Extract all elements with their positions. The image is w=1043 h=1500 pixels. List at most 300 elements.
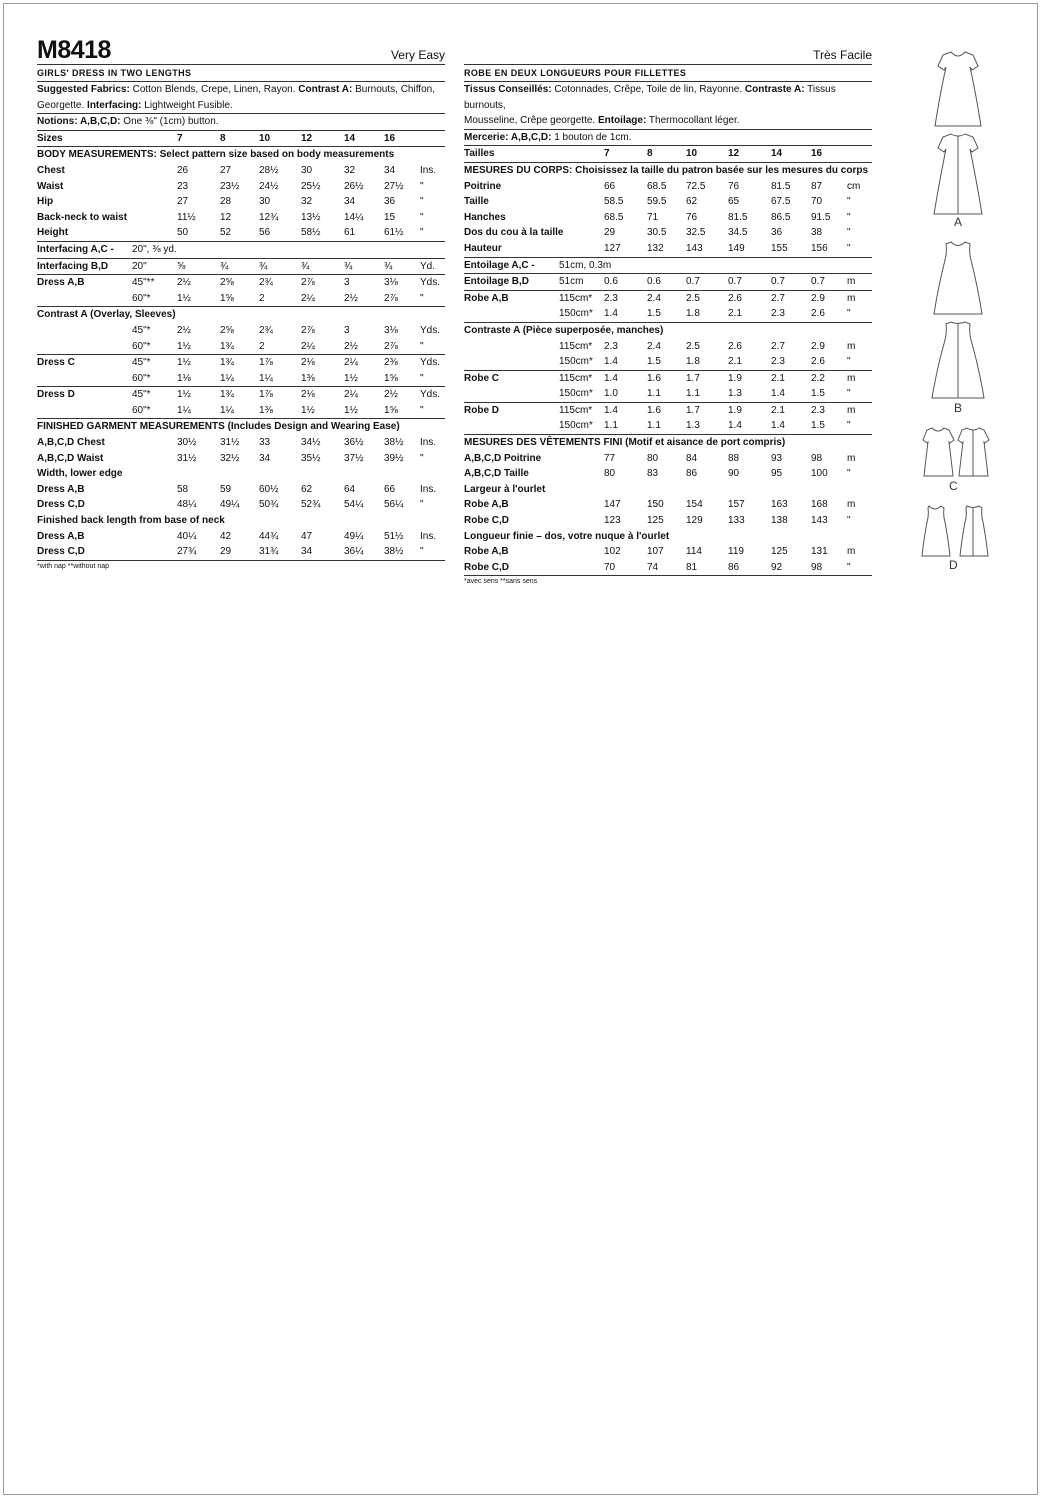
cell-value: 1½ [177, 340, 191, 352]
cell-value: 70 [604, 561, 616, 573]
cell-value: 98 [811, 561, 823, 573]
cell-value: 2½ [344, 292, 358, 304]
cell-value: 2⅞ [384, 340, 398, 352]
cell-value: 86.5 [771, 211, 791, 223]
cell-value: 2.9 [811, 292, 825, 304]
cell-value: 33 [259, 437, 271, 449]
cell-value: 36½ [344, 437, 364, 449]
cell-value: 90 [728, 468, 740, 480]
cell-value: ¾ [220, 260, 229, 272]
cell-value: 1.6 [647, 404, 661, 416]
unit-label: Yds. [420, 324, 441, 336]
row-label: Robe A,B [464, 292, 509, 304]
cell-value: 125 [647, 515, 664, 527]
interfacing-bd-row [37, 259, 445, 276]
cell-value: 0.7 [811, 276, 825, 288]
finished-measurement-row [37, 482, 445, 498]
cell-value: 2 [259, 292, 265, 304]
fabric-width: 45"* [132, 389, 151, 401]
cell-value: 147 [604, 499, 621, 511]
row-label: A,B,C,D Chest [37, 437, 105, 449]
cell-value: 0.7 [728, 276, 742, 288]
body-measurement-row [37, 163, 445, 179]
cell-value: 2¼ [301, 340, 315, 352]
dress-a-front-illustration [935, 52, 981, 126]
size-column-header: 16 [811, 148, 823, 160]
dress-c-front-illustration [923, 428, 954, 476]
cell-value: 24½ [259, 180, 279, 192]
fabric-width: 20" [132, 260, 147, 272]
cell-value: 71 [647, 211, 659, 223]
cell-value: 1½ [301, 404, 315, 416]
row-label: Robe C,D [464, 561, 509, 573]
cell-value: 67.5 [771, 196, 791, 208]
cell-value: 51½ [384, 530, 404, 542]
unit-label: " [420, 227, 424, 239]
width-header [37, 466, 445, 482]
cell-value: 32½ [220, 452, 240, 464]
body-measurement-row [464, 241, 872, 258]
english-column [37, 34, 445, 573]
cell-value: 52 [220, 227, 232, 239]
section-header: Longueur finie – dos, votre nuque à l'ourlet [464, 530, 670, 542]
cell-value: 2.5 [686, 340, 700, 352]
cell-value: 163 [771, 499, 788, 511]
cell-value: 119 [728, 546, 744, 558]
cell-value: 1.4 [604, 404, 618, 416]
fabric-width: 150cm* [559, 420, 593, 432]
interfacing-bd-row [464, 274, 872, 291]
cell-value: 107 [647, 546, 664, 558]
cell-value: 32.5 [686, 227, 706, 239]
unit-label: m [847, 276, 856, 288]
cell-value: 2½ [177, 324, 191, 336]
cell-value: 68.5 [647, 180, 667, 192]
unit-label: " [847, 468, 851, 480]
cell-value: 2.6 [728, 292, 742, 304]
interfacing-ac-row [464, 258, 872, 275]
cell-value: 2.4 [647, 340, 661, 352]
unit-label: m [847, 372, 856, 384]
cell-value: 2¾ [259, 277, 273, 289]
fabric-width: 115cm* [559, 372, 593, 384]
cell-value: 26 [177, 164, 189, 176]
cell-value: 1⅝ [220, 292, 234, 304]
row-label: Dress C,D [37, 499, 85, 511]
cell-value: 92 [771, 561, 783, 573]
cell-value: 36 [384, 196, 396, 208]
row-value: 20", ⅜ yd. [132, 243, 177, 255]
cell-value: 2½ [344, 340, 358, 352]
unit-label: cm [847, 180, 861, 192]
row-label: Dress C [37, 357, 75, 369]
cell-value: 125 [771, 546, 788, 558]
cell-value: 138 [771, 515, 788, 527]
cell-value: 35½ [301, 452, 321, 464]
fabrics-label: Suggested Fabrics: [37, 84, 130, 95]
cell-value: 123 [604, 515, 621, 527]
cell-value: 2⅞ [301, 277, 315, 289]
cell-value: 1.3 [686, 420, 700, 432]
row-label: A,B,C,D Waist [37, 452, 104, 464]
notions-text: 1 bouton de 1cm. [554, 131, 632, 143]
contrast-text: Tissus burnouts, [464, 84, 836, 111]
section-header-detail: (Motif et aisance de port compris) [625, 437, 786, 449]
cell-value: 2⅛ [301, 357, 315, 369]
cell-value: 154 [686, 499, 703, 511]
finished-measurement-row [37, 451, 445, 467]
finished-measurements-header [464, 435, 872, 451]
cell-value: 1¼ [220, 372, 234, 384]
unit-label: " [847, 227, 851, 239]
unit-label: Yds. [420, 277, 441, 289]
yardage-row [464, 418, 872, 435]
cell-value: 2⅜ [384, 357, 398, 369]
fabric-width: 60"* [132, 404, 151, 416]
cell-value: 2.1 [728, 356, 742, 368]
finished-measurement-row [464, 513, 872, 529]
cell-value: 56 [259, 227, 271, 239]
size-column-header: 8 [647, 148, 653, 160]
section-header: Contrast A (Overlay, Sleeves) [37, 309, 176, 321]
fabric-width: 45"** [132, 277, 155, 289]
cell-value: 1¾ [220, 389, 234, 401]
cell-value: 62 [301, 483, 313, 495]
cell-value: 12 [220, 211, 232, 223]
cell-value: ¾ [384, 260, 393, 272]
fabrics-label: Tissus Conseillés: [464, 84, 552, 95]
fabric-width: 115cm* [559, 404, 593, 416]
body-measurements-header [37, 147, 445, 163]
cell-value: 62 [686, 196, 698, 208]
cell-value: 23 [177, 180, 189, 192]
cell-value: 77 [604, 452, 616, 464]
row-label: Hauteur [464, 242, 502, 254]
contrast-text: Burnouts, Chiffon, [355, 84, 435, 95]
row-label: Height [37, 227, 69, 239]
yardage-row [464, 371, 872, 387]
view-d-label: D [949, 558, 958, 572]
fabric-width: 115cm* [559, 340, 593, 352]
body-measurement-row [464, 194, 872, 210]
cell-value: 38 [811, 227, 823, 239]
unit-label: Yds. [420, 357, 441, 369]
unit-label: m [847, 292, 856, 304]
title-bar [464, 34, 872, 65]
cell-value: 2.6 [811, 356, 825, 368]
row-label: Dress A,B [37, 530, 85, 542]
cell-value: 1⅞ [259, 357, 273, 369]
cell-value: 2.4 [647, 292, 661, 304]
dress-a-back-illustration [934, 134, 982, 214]
cell-value: 15 [384, 211, 396, 223]
row-label: A,B,C,D Taille [464, 468, 529, 480]
cell-value: 150 [647, 499, 664, 511]
interfacing-label: Entoilage: [597, 115, 647, 127]
notions-paragraph [464, 130, 872, 147]
pattern-number: M8418 [37, 36, 111, 64]
cell-value: 1.7 [686, 404, 700, 416]
difficulty-label: Très Facile [813, 48, 872, 62]
cell-value: 1¼ [177, 404, 191, 416]
cell-value: 31½ [220, 437, 240, 449]
cell-value: 58½ [301, 227, 321, 239]
cell-value: 1¾ [220, 357, 234, 369]
difficulty-label: Very Easy [390, 48, 445, 62]
unit-label: " [420, 340, 424, 352]
cell-value: 1¼ [259, 372, 273, 384]
cell-value: 1.6 [647, 372, 661, 384]
cell-value: 1⅜ [301, 372, 315, 384]
cell-value: 34 [301, 546, 313, 558]
size-column-header: 7 [177, 132, 183, 144]
cell-value: 1.9 [728, 404, 742, 416]
finished-measurement-row [37, 544, 445, 561]
cell-value: 31¾ [259, 546, 279, 558]
cell-value: 1.5 [811, 420, 825, 432]
dress-b-back-illustration [932, 322, 984, 398]
cell-value: 58 [177, 483, 189, 495]
row-label: Hanches [464, 211, 506, 223]
size-column-header: 7 [604, 148, 610, 160]
section-header: FINISHED GARMENT MEASUREMENTS [37, 421, 225, 433]
fabric-width: 150cm* [559, 356, 593, 368]
contrast-text-2: Mousseline, Crêpe georgette. [464, 115, 596, 127]
cell-value: 2¼ [344, 389, 358, 401]
cell-value: 2.6 [728, 340, 742, 352]
cell-value: 1.1 [647, 420, 661, 432]
cell-value: 30½ [177, 437, 197, 449]
cell-value: 74 [647, 561, 659, 573]
cell-value: 129 [686, 515, 703, 527]
view-a-label: A [954, 215, 963, 229]
cell-value: 2.5 [686, 292, 700, 304]
yardage-row [37, 339, 445, 356]
cell-value: 36 [771, 227, 783, 239]
cell-value: 11½ [177, 211, 196, 223]
yardage-row [37, 387, 445, 403]
dress-b-front-illustration [934, 242, 982, 314]
body-measurement-row [37, 194, 445, 210]
cell-value: 3 [344, 324, 350, 336]
cell-value: 83 [647, 468, 659, 480]
cell-value: 3⅛ [384, 277, 398, 289]
cell-value: 14¼ [344, 211, 364, 223]
yardage-row [464, 386, 872, 403]
cell-value: 1.5 [647, 308, 661, 320]
cell-value: 42 [220, 530, 232, 542]
yardage-row [464, 339, 872, 355]
cell-value: 30 [301, 164, 313, 176]
cell-value: 133 [728, 515, 745, 527]
cell-value: 1.8 [686, 356, 700, 368]
cell-value: 102 [604, 546, 621, 558]
cell-value: 27 [177, 196, 189, 208]
row-label: Waist [37, 180, 64, 192]
cell-value: 1½ [177, 389, 191, 401]
cell-value: 1.4 [604, 372, 618, 384]
interfacing-text: Lightweight Fusible. [144, 99, 233, 111]
cell-value: 3⅛ [384, 324, 398, 336]
section-header-detail: Choisissez la taille du patron basée sur les mesures du corps [575, 164, 869, 176]
cell-value: 34 [384, 164, 396, 176]
body-measurements-header [464, 163, 872, 179]
unit-label: Ins. [420, 164, 437, 176]
cell-value: 61 [344, 227, 356, 239]
body-measurement-row [464, 210, 872, 226]
footnote: *with nap **without nap [37, 562, 109, 570]
sizes-row [37, 131, 445, 148]
dress-c-back-illustration [958, 428, 989, 476]
body-measurement-row [37, 179, 445, 195]
unit-label: Yd. [420, 260, 436, 272]
cell-value: 81 [686, 561, 698, 573]
title-bar [37, 34, 445, 65]
row-label: Poitrine [464, 180, 502, 192]
unit-label: " [420, 292, 424, 304]
pattern-title: ROBE EN DEUX LONGUEURS POUR FILLETTES [464, 65, 872, 82]
cell-value: 0.6 [604, 276, 618, 288]
cell-value: 149 [728, 242, 745, 254]
pattern-title: GIRLS' DRESS IN TWO LENGTHS [37, 65, 445, 82]
cell-value: 1.4 [604, 356, 618, 368]
fabrics-paragraph [37, 82, 445, 114]
finished-measurement-row [464, 497, 872, 513]
view-illustrations [918, 48, 998, 588]
cell-value: 80 [604, 468, 616, 480]
cell-value: 39½ [384, 452, 404, 464]
sizes-label: Tailles [464, 148, 495, 160]
cell-value: 12¾ [259, 211, 279, 223]
cell-value: 50 [177, 227, 189, 239]
cell-value: 1⅝ [384, 404, 398, 416]
cell-value: 50¾ [259, 499, 279, 511]
cell-value: 26½ [344, 180, 364, 192]
cell-value: 2.1 [728, 308, 742, 320]
body-measurement-row [464, 179, 872, 195]
cell-value: 47 [301, 530, 313, 542]
cell-value: 13½ [301, 211, 321, 223]
row-label: Entoilage B,D [464, 276, 530, 288]
section-header-detail: Select pattern size based on body measurements [159, 149, 395, 161]
cell-value: 2.1 [771, 404, 785, 416]
cell-value: 132 [647, 242, 664, 254]
cell-value: 127 [604, 242, 621, 254]
unit-label: " [847, 196, 851, 208]
cell-value: 72.5 [686, 180, 706, 192]
section-header: Contraste A (Pièce superposée, manches) [464, 324, 664, 336]
size-column-header: 14 [344, 132, 356, 144]
unit-label: " [420, 546, 424, 558]
yardage-row [37, 403, 445, 420]
cell-value: 2.7 [771, 292, 785, 304]
cell-value: 157 [728, 499, 745, 511]
cell-value: 32 [344, 164, 356, 176]
row-label: A,B,C,D Poitrine [464, 452, 542, 464]
unit-label: Ins. [420, 437, 437, 449]
cell-value: 1.4 [771, 420, 785, 432]
row-label: Dress C,D [37, 546, 85, 558]
body-measurement-row [37, 210, 445, 226]
unit-label: " [847, 211, 851, 223]
cell-value: 54¼ [344, 499, 364, 511]
view-b-label: B [954, 401, 963, 415]
notions-paragraph [37, 114, 445, 131]
section-header: BODY MEASUREMENTS: [37, 149, 157, 161]
width-header [464, 482, 872, 498]
fabric-width: 45"* [132, 357, 151, 369]
sizes-label: Sizes [37, 132, 63, 144]
yardage-row [37, 275, 445, 291]
section-header: Width, lower edge [37, 468, 123, 480]
cell-value: 48¼ [177, 499, 197, 511]
measurement-tables [464, 146, 872, 576]
cell-value: 1.1 [686, 388, 700, 400]
cell-value: 1.8 [686, 308, 700, 320]
section-header: MESURES DU CORPS: [464, 164, 573, 176]
yardage-row [37, 291, 445, 308]
cell-value: 66 [384, 483, 396, 495]
row-label: Interfacing B,D [37, 260, 109, 272]
cell-value: 2.9 [811, 340, 825, 352]
cell-value: 34 [259, 452, 271, 464]
cell-value: 81.5 [728, 211, 748, 223]
cell-value: 37½ [344, 452, 364, 464]
cell-value: ¾ [344, 260, 353, 272]
row-label: Dos du cou à la taille [464, 227, 564, 239]
section-header: Largeur à l'ourlet [464, 483, 546, 495]
cell-value: 31½ [177, 452, 197, 464]
cell-value: 2.3 [604, 292, 618, 304]
footnote: *avec sens **sans sens [464, 578, 538, 586]
contrast-label: Contraste A: [744, 84, 805, 95]
unit-label: Ins. [420, 530, 437, 542]
unit-label: " [420, 211, 424, 223]
cell-value: 29 [220, 546, 232, 558]
cell-value: 168 [811, 499, 828, 511]
notions-text: One ⅜" (1cm) button. [123, 116, 219, 128]
finished-measurement-row [464, 560, 872, 577]
cell-value: 1½ [177, 292, 191, 304]
size-column-header: 14 [771, 148, 783, 160]
contrast-header [37, 307, 445, 323]
cell-value: 66 [604, 180, 616, 192]
cell-value: 100 [811, 468, 828, 480]
unit-label: " [420, 372, 424, 384]
cell-value: 114 [686, 546, 702, 558]
cell-value: 1.5 [647, 356, 661, 368]
row-label: Hip [37, 196, 54, 208]
cell-value: 1.4 [728, 420, 742, 432]
yardage-row [37, 323, 445, 339]
yardage-row [464, 291, 872, 307]
interfacing-label: Interfacing: [87, 99, 142, 111]
body-measurement-row [37, 225, 445, 242]
fabric-width: 60"* [132, 292, 151, 304]
cell-value: 70 [811, 196, 823, 208]
cell-value: 2.6 [811, 308, 825, 320]
unit-label: Yds. [420, 389, 441, 401]
fabric-width: 45"* [132, 324, 151, 336]
cell-value: 49¼ [344, 530, 364, 542]
cell-value: 2.3 [771, 356, 785, 368]
view-c-label: C [949, 479, 958, 493]
cell-value: 2.3 [811, 404, 825, 416]
cell-value: 27¾ [177, 546, 197, 558]
cell-value: 2.3 [604, 340, 618, 352]
row-label: Robe C [464, 372, 499, 384]
size-column-header: 16 [384, 132, 396, 144]
